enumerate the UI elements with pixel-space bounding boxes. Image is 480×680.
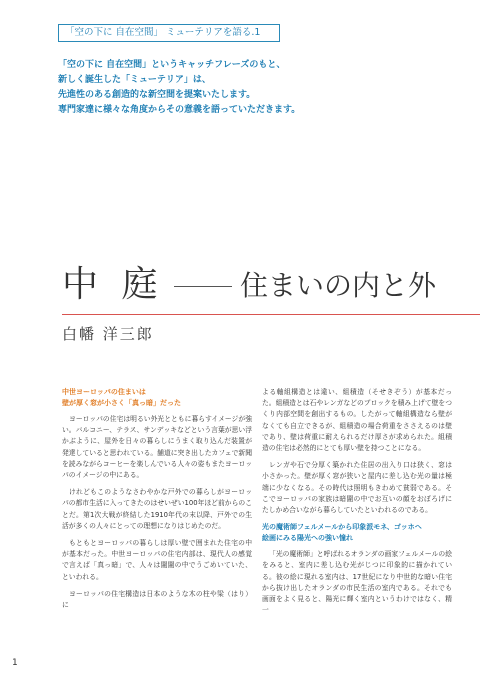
paragraph: よる軸組構造とは違い、組積造（そせきぞう）が基本だった。組積造とは石やレンガなどのブロックを積み上げて壁をつくり内部空間を創出するもの。したがって軸組構造なら壁がなくても自立できるが、組積造の場合荷重をささえるのは壁であり、壁は荷重に耐えられるだけ厚さが求められた。組積造の住宅は必然的にとても厚い壁を持つことになる。	[262, 388, 453, 453]
series-label: 「空の下に 自在空間」 ミューテリアを語る.1	[65, 27, 261, 38]
series-label-box	[58, 24, 280, 42]
intro-line: 新しく誕生した「ミューテリア」は、	[58, 75, 211, 85]
heading-line: 絵画にみる陽光への強い憧れ	[262, 533, 353, 542]
paragraph: ヨーロッパの住宅は明るい外光とともに暮らすイメージが強い。バルコニー、テラス、サンデッキなどという言葉が思い浮かぶように、屋外を日々の暮らしにうまく取り込んだ装置が発達していると思われている。舗道に突き出したカフェで新聞を読みながらコーヒーを楽しんでいる人々の姿もまたヨーロッパのイメージの中にある。	[62, 415, 252, 480]
body-column-left	[62, 387, 252, 617]
heading-line: 壁が厚く窓が小さく「真っ暗」だった	[62, 398, 181, 407]
author-name: 白幡 洋三郎	[62, 325, 154, 343]
paragraph: けれどもこのようなさわやかな戸外での暮らしがヨーロッパの都市生活に入ってきたのはせいぜい100年ほど前からのことだ。第1次大戦が終結した1910年代の末以降、戸外での生活が多くの人々にとっての理想になりはじめたのだ。	[62, 488, 252, 530]
section-heading	[262, 522, 452, 543]
paragraph: ヨーロッパの住宅構造は日本のような木の柱や梁（はり）に	[62, 589, 252, 610]
heading-line: 光の魔術師フェルメールから印象派モネ、ゴッホへ	[262, 523, 422, 532]
title-main: 中 庭	[62, 264, 164, 305]
intro-line: 「空の下に 自在空間」というキャッチフレーズのもと、	[58, 60, 286, 70]
title-dash	[174, 286, 232, 287]
intro-text	[58, 58, 418, 118]
intro-line: 専門家達に様々な角度からその意義を語っていただきます。	[58, 105, 301, 115]
paragraph: 「光の魔術師」と呼ばれるオランダの画家フェルメールの絵をみると、室内に差し込む光がじつに印象的に描かれている。彼の絵に現れる室内は、17世紀になり中世的な暗い住宅から抜け出したオランダの市民生活の室内である。それでも画面をよく見ると、陽光に輝く室内というわけではなく、精一	[262, 550, 452, 615]
body-column-right	[262, 387, 452, 622]
heading-line: 中世ヨーロッパの住まいは	[62, 388, 146, 396]
paragraph: もともとヨーロッパの暮らしは厚い壁で囲まれた住宅の中が基本だった。中世ヨーロッパの住宅内部は、現代人の感覚で言えば「真っ暗」で、人々は闇闇の中でうごめいていた、といわれる。	[62, 539, 252, 581]
paragraph: レンガや石で分厚く築かれた住居の出入り口は狭く、窓は小さかった。壁が厚く窓が狭いと屋内に差し込む光の量は極端に少なくなる。その時代は照明もきわめて貧弱である。そこでヨーロッパの家族は暗闇の中でお互いの顔をおぼろげにたしかめ合いながら暮らしていたといわれるのである。	[262, 461, 452, 515]
article-title	[62, 262, 442, 308]
title-subtitle: 住まいの内と外	[240, 269, 437, 302]
section-heading	[62, 387, 252, 408]
intro-line: 先進性のある創造的な新空間を提案いたします。	[58, 90, 256, 100]
title-divider	[62, 314, 480, 315]
page-number: 1	[12, 658, 18, 668]
